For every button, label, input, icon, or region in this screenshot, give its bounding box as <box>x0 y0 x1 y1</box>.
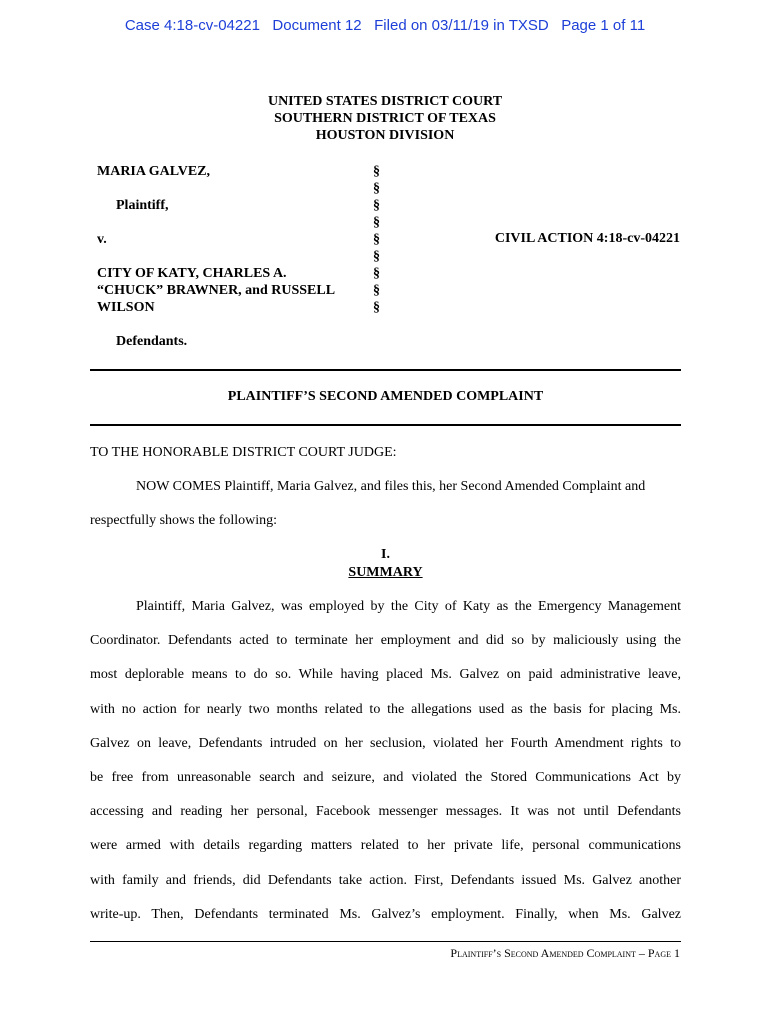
plaintiff-role: Plaintiff, <box>116 198 169 213</box>
section-mark: § <box>373 198 380 213</box>
paragraph-line: Coordinator. Defendants acted to terminate her employment and did so by maliciously using the <box>90 633 681 649</box>
section-mark: § <box>373 181 380 196</box>
versus: v. <box>97 232 107 247</box>
section-mark: § <box>373 164 380 179</box>
plaintiff-name: MARIA GALVEZ, <box>97 164 211 179</box>
paragraph-line: most deplorable means to do so. While having placed Ms. Galvez on paid administrative leave, <box>90 667 681 683</box>
section-heading: SUMMARY <box>348 565 423 580</box>
court-district: SOUTHERN DISTRICT OF TEXAS <box>274 111 496 126</box>
section-mark: § <box>373 232 380 247</box>
section-number: I. <box>381 547 390 562</box>
title-rule-bottom <box>90 424 681 426</box>
page-footer: Plaintiff’s Second Amended Complaint – Page 1 <box>450 946 680 960</box>
paragraph-line: Galvez on leave, Defendants intruded on her seclusion, violated her Fourth Amendment rights to <box>90 735 681 751</box>
intro-line-1: NOW COMES Plaintiff, Maria Galvez, and files this, her Second Amended Complaint and <box>136 479 646 494</box>
section-mark: § <box>373 283 380 298</box>
court-division: HOUSTON DIVISION <box>315 128 455 143</box>
paragraph-line: accessing and reading her personal, Facebook messenger messages. It was not until Defendants <box>90 804 681 820</box>
caption-section-marks <box>373 163 380 316</box>
case-caption-parties <box>97 163 367 350</box>
footer-rule <box>90 941 681 942</box>
paragraph-line: Plaintiff, Maria Galvez, was employed by the City of Katy as the Emergency Management <box>136 599 681 614</box>
defendants-names-2: “CHUCK” BRAWNER, and RUSSELL <box>97 283 336 298</box>
paragraph-line: write-up. Then, Defendants terminated Ms. Galvez’s employment. Finally, when Ms. Galvez <box>90 906 681 922</box>
ecf-header-stamp: Case 4:18-cv-04221 Document 12 Filed on 03/11/19 in TXSD Page 1 of 11 <box>124 17 646 34</box>
court-name: UNITED STATES DISTRICT COURT <box>267 94 503 109</box>
document-title: PLAINTIFF’S SECOND AMENDED COMPLAINT <box>227 389 544 404</box>
section-mark: § <box>373 249 380 264</box>
summary-paragraph <box>90 597 681 939</box>
court-heading <box>0 93 770 144</box>
paragraph-line: be free from unreasonable search and seizure, and violated the Stored Communications Act by <box>90 769 681 785</box>
section-mark: § <box>373 266 380 281</box>
defendants-role: Defendants. <box>116 334 188 349</box>
intro-line-2: respectfully shows the following: <box>90 513 278 528</box>
section-mark: § <box>373 300 380 315</box>
paragraph-line: were armed with details regarding matters related to her private life, personal communications <box>90 838 681 854</box>
civil-action-number: CIVIL ACTION 4:18-cv-04221 <box>494 231 680 246</box>
paragraph-line: with family and friends, did Defendants take action. First, Defendants issued Ms. Galvez another <box>90 872 681 888</box>
defendants-names-3: WILSON <box>97 300 155 315</box>
salutation: TO THE HONORABLE DISTRICT COURT JUDGE: <box>90 445 397 460</box>
section-mark: § <box>373 215 380 230</box>
title-rule-top <box>90 369 681 371</box>
paragraph-line: with no action for nearly two months related to the allegations used as the basis for placing Ms. <box>90 701 681 717</box>
defendants-names-1: CITY OF KATY, CHARLES A. <box>97 266 287 281</box>
